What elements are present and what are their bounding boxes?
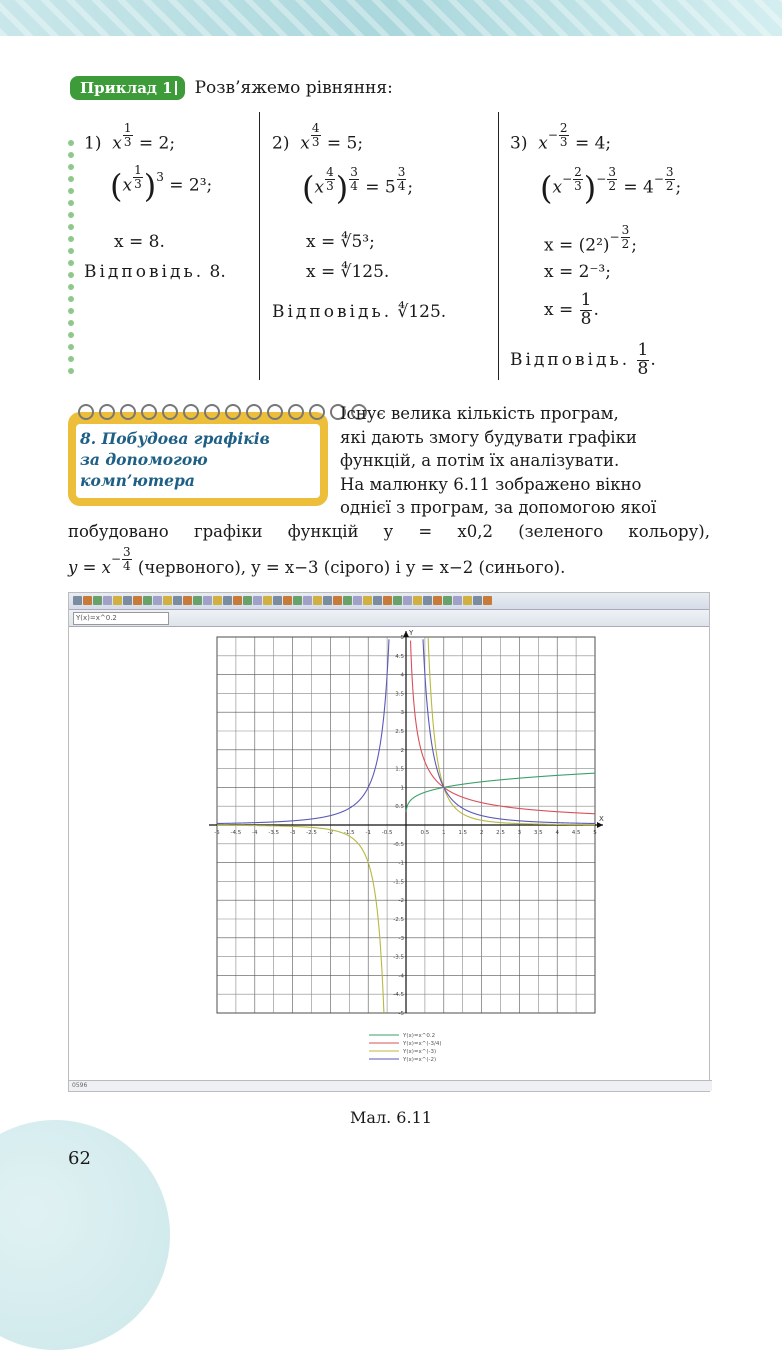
toolbar-icon[interactable] xyxy=(113,596,122,605)
x-tick-label: -5 xyxy=(214,830,220,836)
y-tick-label: 1 xyxy=(400,785,404,792)
toolbar-icon[interactable] xyxy=(453,596,462,605)
x-tick-label: 3.5 xyxy=(533,830,543,836)
x-tick-label: -3.5 xyxy=(268,830,280,836)
page-number: 62 xyxy=(68,1148,91,1169)
toolbar-icon[interactable] xyxy=(83,596,92,605)
toolbar-icon[interactable] xyxy=(403,596,412,605)
y-tick-label: 3 xyxy=(400,710,404,717)
toolbar-icon[interactable] xyxy=(133,596,142,605)
x-tick-label: -1.5 xyxy=(343,830,355,836)
y-tick-label: -4 xyxy=(398,973,404,980)
toolbar-icon[interactable] xyxy=(303,596,312,605)
toolbar-icon[interactable] xyxy=(433,596,442,605)
y-tick-label: 5 xyxy=(400,635,404,641)
toolbar-icon[interactable] xyxy=(263,596,272,605)
x-tick-label: -1 xyxy=(365,830,371,836)
y-tick-label: 1.5 xyxy=(395,766,404,773)
x-tick-label: -3 xyxy=(289,830,296,836)
toolbar-icon[interactable] xyxy=(223,596,232,605)
x-tick-label: 1 xyxy=(442,830,446,836)
figure-caption: Мал. 6.11 xyxy=(350,1108,432,1127)
toolbar-icon[interactable] xyxy=(213,596,222,605)
paragraph-full-line: побудовано графіки функцій y = x0,2 (зеленого кольору), xyxy=(68,522,710,541)
x-tick-label: 5 xyxy=(593,830,597,836)
x-axis-label: X xyxy=(599,815,604,823)
toolbar-icon[interactable] xyxy=(123,596,132,605)
x-tick-label: 4.5 xyxy=(571,830,581,836)
x-tick-label: -4.5 xyxy=(230,830,242,836)
program-window xyxy=(68,592,710,1092)
x-tick-label: -2 xyxy=(327,830,334,836)
y-tick-label: -2 xyxy=(398,898,404,905)
x-tick-label: 4 xyxy=(555,830,559,836)
x-tick-label: -2.5 xyxy=(306,830,317,836)
margin-dots xyxy=(68,140,74,374)
toolbar-icon[interactable] xyxy=(253,596,262,605)
column-divider xyxy=(498,112,499,380)
toolbar-icon[interactable] xyxy=(363,596,372,605)
y-tick-label: 2.5 xyxy=(395,729,404,735)
toolbar-icon[interactable] xyxy=(383,596,392,605)
toolbar-icon[interactable] xyxy=(143,596,152,605)
paragraph-right: Існує велика кількість програм, які дають змогу будувати графіки функцій, а потім їх аналізувати. На малюнку 6.11 зображено вікно однієї з програм, за допомогою якої xyxy=(340,404,657,517)
toolbar-icon[interactable] xyxy=(353,596,362,605)
solution-column-2: 2) x $^{\frac{4}{3}}$ = 5; (x $^{\frac{4}{3}}$ ) $^{\frac{3}{4}}$ = 5 $^{\frac{3}{4}}$ ; x = ∜5³; x = ∜125. Відповідь. ∜125. xyxy=(272,121,447,322)
legend-label: Y(x)=x^0.2 xyxy=(403,1033,436,1039)
y-tick-label: -3 xyxy=(398,935,404,942)
toolbar-icon[interactable] xyxy=(343,596,352,605)
toolbar-icon[interactable] xyxy=(183,596,192,605)
toolbar-main xyxy=(69,593,709,610)
toolbar-icon[interactable] xyxy=(153,596,162,605)
toolbar-icon[interactable] xyxy=(393,596,402,605)
toolbar-icon[interactable] xyxy=(293,596,302,605)
toolbar-icon[interactable] xyxy=(203,596,212,605)
example-header xyxy=(70,76,393,100)
section-title: 8. Побудова графіків за допомогою комп’ютера xyxy=(80,429,270,490)
toolbar-icon[interactable] xyxy=(323,596,332,605)
y-tick-label: 0.5 xyxy=(395,804,404,811)
y-tick-label: -0.5 xyxy=(393,841,404,848)
toolbar-icon[interactable] xyxy=(283,596,292,605)
legend-label: Y(x)=x^(-3/4) xyxy=(403,1041,442,1047)
notebook-rings xyxy=(78,404,367,420)
toolbar-icon[interactable] xyxy=(193,596,202,605)
example-title: Розв’яжемо рівняння: xyxy=(194,78,393,98)
toolbar-icon[interactable] xyxy=(413,596,422,605)
toolbar-icon[interactable] xyxy=(93,596,102,605)
solution-column-1: 1) x $^{\frac{1}{3}}$ = 2; (x $^{\frac{1}{3}}$ )$^3$ = 2³; x = 8. Відповідь. 8. xyxy=(84,121,226,282)
x-tick-label: -0.5 xyxy=(381,830,393,836)
toolbar-icon[interactable] xyxy=(73,596,82,605)
y-tick-label: -4.5 xyxy=(393,992,404,999)
x-tick-label: 1.5 xyxy=(458,830,468,836)
y-tick-label: -5 xyxy=(398,1011,404,1017)
toolbar-icon[interactable] xyxy=(103,596,112,605)
toolbar-icon[interactable] xyxy=(443,596,452,605)
toolbar-format xyxy=(69,610,709,627)
status-bar: 0596 xyxy=(69,1080,712,1091)
legend-label: Y(x)=x^(-3) xyxy=(403,1049,437,1055)
toolbar-icon[interactable] xyxy=(273,596,282,605)
x-tick-label: -4 xyxy=(252,830,258,836)
top-decoration xyxy=(0,0,782,36)
toolbar-icon[interactable] xyxy=(423,596,432,605)
y-tick-label: 3.5 xyxy=(395,691,404,698)
toolbar-icon[interactable] xyxy=(483,596,492,605)
x-tick-label: 2.5 xyxy=(496,830,505,836)
toolbar-icon[interactable] xyxy=(373,596,382,605)
paragraph-last-line: $y = x^{- \frac{3}{4}}$ (червоного), y = x−3 (сірого) і y = x−2 (синього). xyxy=(68,545,566,577)
x-tick-label: 2 xyxy=(479,830,484,836)
y-tick-label: 4.5 xyxy=(395,653,404,660)
toolbar-icon[interactable] xyxy=(473,596,482,605)
x-tick-label: 3 xyxy=(517,830,522,836)
x-tick-label: 0.5 xyxy=(420,830,430,836)
y-tick-label: -1.5 xyxy=(393,879,404,886)
function-plot xyxy=(69,627,709,1091)
example-badge: Приклад 1 xyxy=(70,76,185,100)
function-select[interactable]: Y(x)=x^0.2 xyxy=(73,612,169,625)
y-tick-label: 2 xyxy=(400,747,404,754)
y-tick-label: 4 xyxy=(400,672,404,679)
column-divider xyxy=(259,112,260,380)
toolbar-icon[interactable] xyxy=(313,596,322,605)
y-tick-label: -1 xyxy=(398,860,404,867)
toolbar-icon[interactable] xyxy=(243,596,252,605)
toolbar-icon[interactable] xyxy=(463,596,472,605)
solution-column-3: 3) $x^{- \frac{2}{3}}$ = 4; ($x^{- \frac{2}{3}}$ )$^{- \frac{3}{2}}$ = $4^{- \frac{3}{2}}$ ; $x = (2^2)^{- \frac{3}{2}}$ ; x = 2⁻³; x = $\frac{1}{8}$ . Відповідь. $\frac{1}{8}$ . xyxy=(510,121,682,379)
legend-label: Y(x)=x^(-2) xyxy=(403,1057,437,1063)
y-tick-label: -3.5 xyxy=(393,954,404,961)
toolbar-icon[interactable] xyxy=(173,596,182,605)
toolbar-icon[interactable] xyxy=(163,596,172,605)
toolbar-icon[interactable] xyxy=(233,596,242,605)
toolbar-icon[interactable] xyxy=(333,596,342,605)
section-title-box xyxy=(68,412,328,506)
y-axis-label: Y xyxy=(409,629,414,637)
y-tick-label: -2.5 xyxy=(393,917,404,923)
